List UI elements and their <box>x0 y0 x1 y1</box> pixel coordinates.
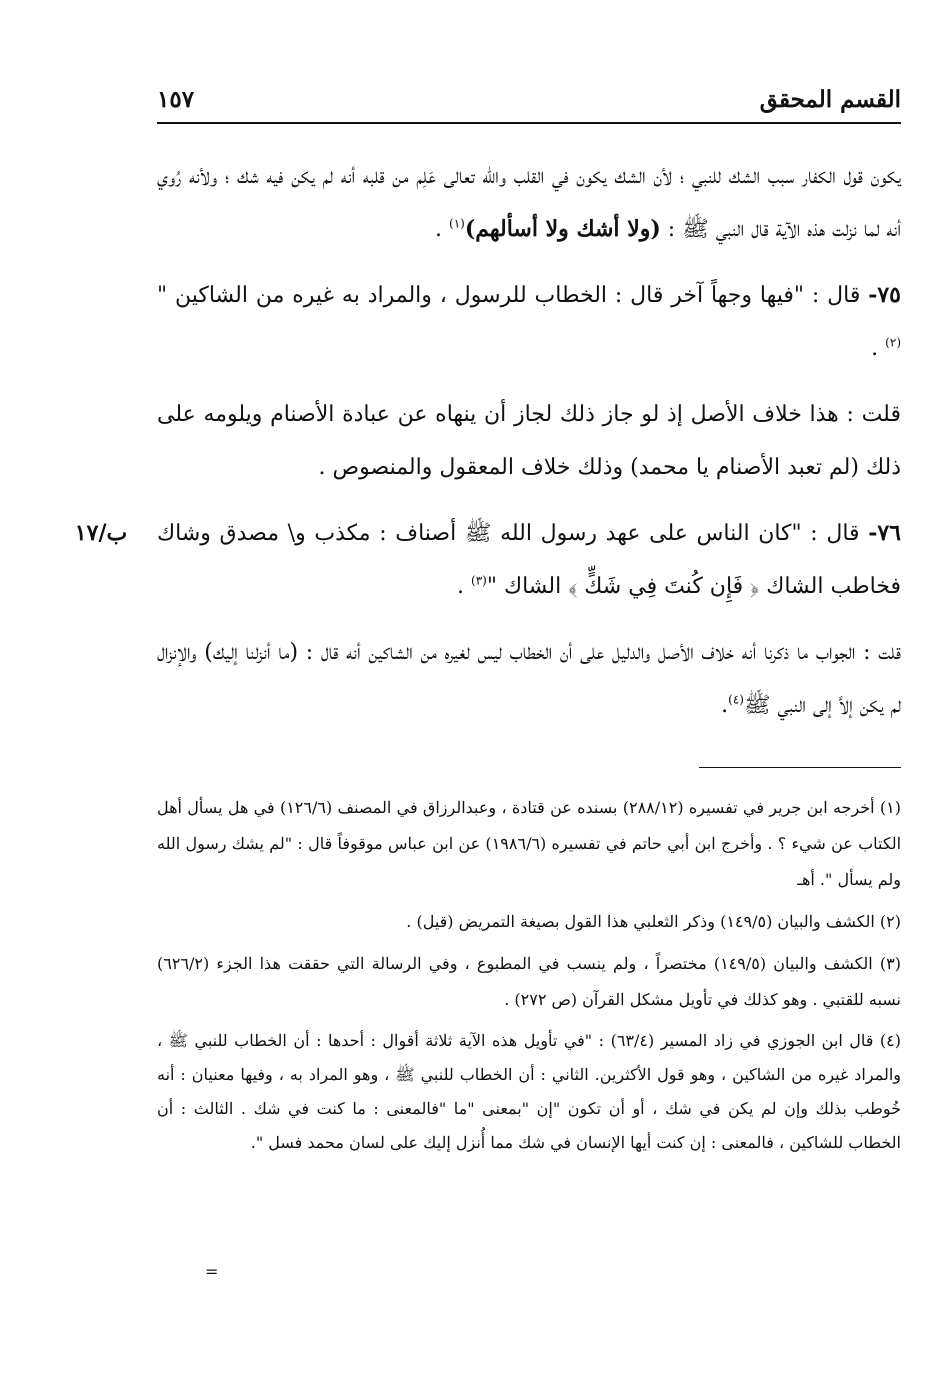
paragraph-5 <box>157 626 901 732</box>
footnote-2: (٢) الكشف والبيان (١٤٩/٥) وذكر الثعلبي هذا القول بصيغة التمريض (قيل) . <box>406 912 901 931</box>
paragraph-4 <box>157 507 901 613</box>
running-header <box>157 82 901 124</box>
item-number-76: ٧٦- <box>868 520 901 546</box>
hadith-quote: (ولا أشك ولا أسألهم) <box>464 216 661 242</box>
footnote-1: (١) أخرجه ابن جرير في تفسيره (٢٨٨/١٢) بسنده عن قتادة ، وعبدالرزاق في المصنف (١٢٦/٦) في هل يسأل أهل الكتاب عن شيء ؟ . وأخرج ابن أبي حاتم في تفسيره (١٩٨٦/٦) عن ابن عباس موقوفاً قال : "لم يشك رسول الله ولم يسأل ". أهـ <box>157 798 902 889</box>
paragraph-3 <box>157 388 901 494</box>
section-title: القسم المحقق <box>759 86 901 113</box>
continuation-mark: = <box>205 1262 219 1281</box>
footnote-ref-2: (٢) <box>885 335 901 350</box>
paragraph-2-end: . <box>871 336 886 361</box>
paragraph-5-end: . <box>721 693 729 718</box>
footnote-ref-4: (٤) <box>728 692 744 707</box>
paragraph-1 <box>157 150 901 256</box>
paragraph-3-text: قلت : هذا خلاف الأصل إذ لو جاز ذلك لجاز أن ينهاه عن عبادة الأصنام ويلومه على ذلك (لم تعبد الأصنام يا محمد) وذلك خلاف المعقول والمنصوص . <box>157 402 901 480</box>
main-text <box>157 150 901 745</box>
paragraph-5-text: قلت : الجواب ما ذكرنا أنه خلاف الأصل والدليل على أن الخطاب ليس لغيره من الشاكين أنه قال : (ما أنزلنا إليك) والإنزال لم يكن إلاَّ إلى النبي ﷺ <box>157 640 901 718</box>
paragraph-1-text: يكون قول الكفار سبب الشك للنبي ؛ لأن الشك يكون في القلب والله تعالى عَلِم من قلبه أنه لم يكن فيه شك ؛ ولأنه رُوي أنه لما نزلت هذه الآية قال النبي ﷺ : <box>157 164 901 242</box>
footnotes <box>157 790 901 1166</box>
footnote-4: (٤) قال ابن الجوزي في زاد المسير (٦٣/٤) : "في تأويل هذه الآية ثلاثة أقوال : أحدها : أن الخطاب للنبي ﷺ ، والمراد غيره من الشاكين ، وهو قول الأكثرين. الثاني : أن الخطاب للنبي ﷺ ، وهو المراد به ، وفيها معنيان : أنه خُوطب بذلك وإن لم يكن في شك ، أو أن تكون "إن "بمعنى "ما "فالمعنى : ما كنت في شك . الثالث : أن الخطاب للشاكين ، فالمعنى : إن كنت أيها الإنسان في شك مما أُنزل إليك على لسان محمد فسل ". <box>157 1031 901 1152</box>
footnote-3: (٣) الكشف والبيان (١٤٩/٥) مختصراً ، ولم ينسب في المطبوع ، وفي الرسالة التي حققت هذا الجزء (٦٢٦/٢) نسبه للقتبي . وهو كذلك في تأويل مشكل القرآن (ص ٢٧٢) . <box>157 954 902 1009</box>
footnote-ref-3: (٣) <box>471 573 487 588</box>
item-number-75: ٧٥- <box>868 282 901 308</box>
footnote-ref-1: (١) <box>449 216 465 231</box>
paragraph-4-end: . <box>457 574 472 599</box>
paragraph-2 <box>157 269 901 375</box>
paragraph-2-text: قال : "فيها وجهاً آخر قال : الخطاب للرسول ، والمراد به غيره من الشاكين " <box>157 283 869 308</box>
paragraph-4-text: قال : "كان الناس على عهد رسول الله ﷺ أصناف : مكذب و\ مصدق وشاك فخاطب الشاك ﴿ فَإِن كُنتَ فِي شَكٍّ ﴾ الشاك " <box>157 521 901 599</box>
manuscript-folio-note: ب/١٧ <box>74 520 128 546</box>
footnote-separator <box>699 767 901 768</box>
page-number: ١٥٧ <box>157 86 195 113</box>
paragraph-1-end: . <box>435 217 449 242</box>
